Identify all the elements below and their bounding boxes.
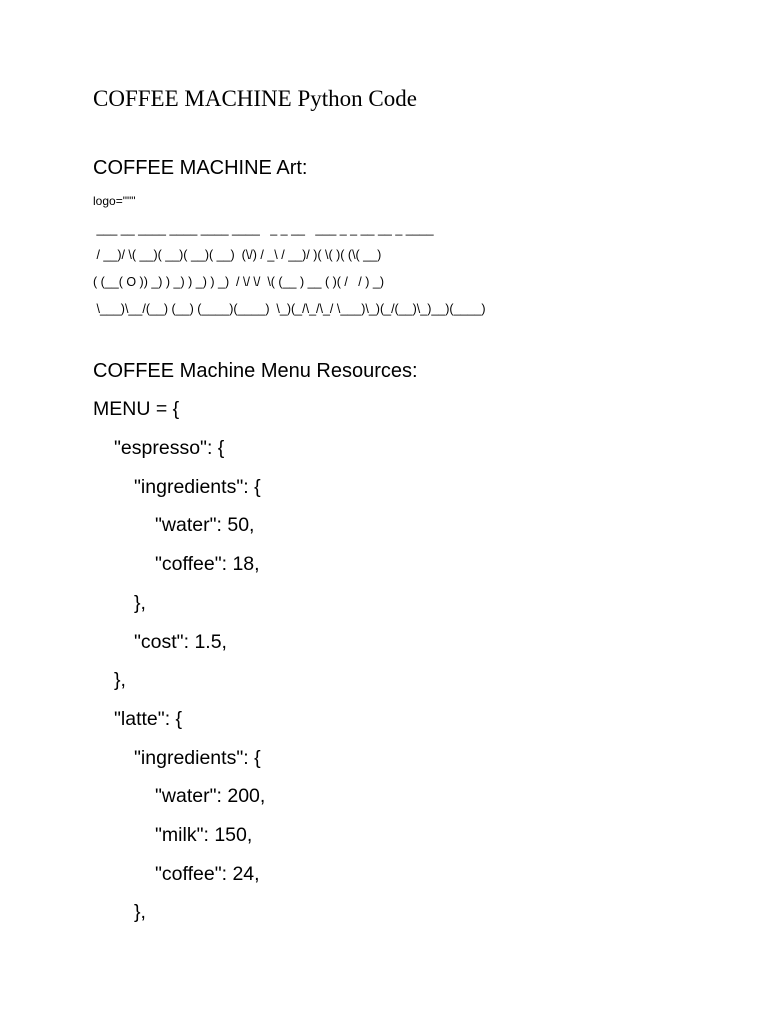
code-line-ingredients: "ingredients": { [134, 747, 261, 769]
logo-art-line-2: / __)/ \( __)( __)( __)( __) (\/) / _\ / __)/ )( \( )( (\( __) [93, 248, 382, 262]
document-title: COFFEE MACHINE Python Code [93, 86, 417, 111]
code-line-menu-open: MENU = { [93, 398, 180, 420]
code-line-latte: "latte": { [114, 708, 183, 730]
logo-label: logo=""" [93, 194, 136, 208]
code-line-milk: "milk": 150, [155, 824, 253, 846]
logo-art-line-4: \___)\__/(__) (__) (____)(____) \_)(_/\_/\_/ \___)\_)(_/(__)\_)__)(____) [93, 302, 486, 316]
code-line-coffee: "coffee": 24, [155, 863, 260, 885]
logo-art-line-3: ( (__( O )) _) ) _) ) _) ) _) / \/ \/ \( (__ ) __ ( )( / / ) _) [93, 275, 384, 289]
code-line-coffee: "coffee": 18, [155, 553, 260, 575]
code-line-ingredients: "ingredients": { [134, 476, 261, 498]
code-line-cost: "cost": 1.5, [134, 631, 227, 653]
code-line-close-espresso: }, [114, 669, 126, 691]
code-line-close-ingredients: }, [134, 901, 146, 923]
art-heading: COFFEE MACHINE Art: [93, 157, 308, 179]
menu-heading: COFFEE Machine Menu Resources: [93, 360, 418, 382]
logo-art-line-1: ___ __ ____ ____ ____ ____ _ _ __ ___ _ _ __ __ _ ____ [93, 222, 434, 236]
code-line-water: "water": 200, [155, 785, 266, 807]
code-line-close-ingredients: }, [134, 592, 146, 614]
code-line-water: "water": 50, [155, 514, 255, 536]
code-line-espresso: "espresso": { [114, 437, 225, 459]
